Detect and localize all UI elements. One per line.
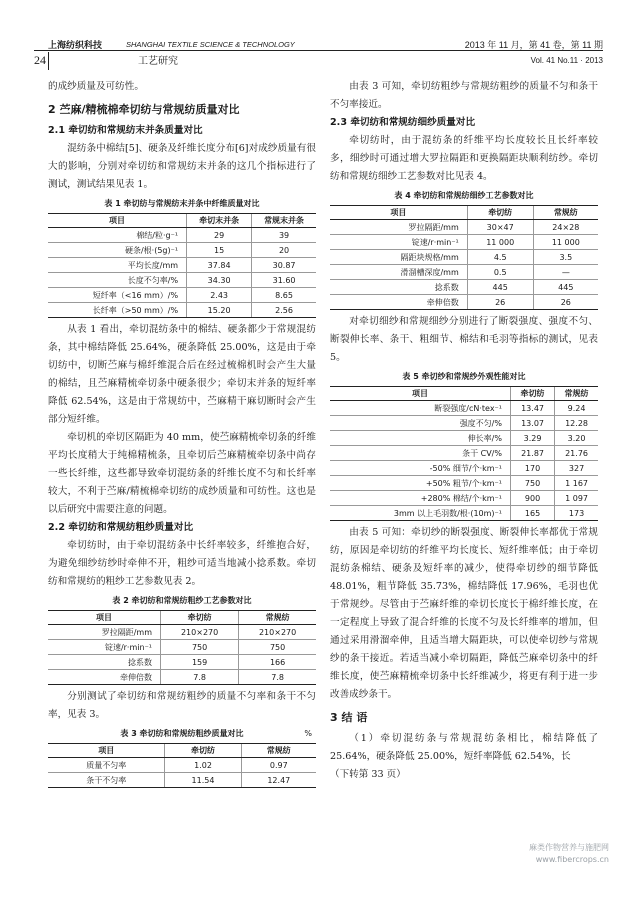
table-header: 常规纺	[533, 206, 598, 220]
table-caption: 表 4 牵切纺和常规纺细纱工艺参数对比	[394, 191, 534, 200]
table-cell: 173	[555, 506, 598, 521]
subsection-heading: 2.2 牵切纺和常规纺粗纱质量对比	[48, 522, 194, 533]
table-row	[330, 446, 598, 461]
table-cell: 37.84	[187, 258, 252, 273]
table-cell: +50% 粗节/个·km⁻¹	[330, 476, 510, 491]
table-row	[48, 670, 316, 685]
section-heading: 3 结 语	[330, 711, 368, 724]
paragraph: 从表 1 看出，牵切混纺条中的棉结、硬条都少于常规混纺条，其中棉结降低 25.64%，硬条降低 25.00%，这是由于牵切纺中，切断苎麻与棉纤维混合后在经过梳棉机时会产生大量的棉结，且苎麻精梳牵切条中硬条很少；牵切末并条的短纤率降低 62.54%，这是由于常规纺中，苎麻精干麻切断时会产生部分短纤维。	[48, 324, 316, 425]
table-row	[330, 250, 598, 265]
section-name: 工艺研究	[138, 56, 178, 67]
watermark-title: 麻类作物营养与施肥网	[529, 843, 609, 852]
table-2	[48, 610, 316, 685]
table-cell: 条干不匀率	[48, 773, 165, 788]
table-cell: 棉结/粒·g⁻¹	[48, 228, 187, 243]
left-column	[48, 78, 316, 791]
table-cell: 3mm 以上毛羽数/根·(10m)⁻¹	[330, 506, 510, 521]
table-cell: +280% 棉结/个·km⁻¹	[330, 491, 510, 506]
issue-info: 2013 年 11 月，第 41 卷，第 11 期	[464, 40, 603, 50]
table-cell: 13.07	[510, 416, 554, 431]
table-header: 牵切纺	[161, 611, 239, 625]
table-cell: 11.54	[165, 773, 241, 788]
table-row	[330, 416, 598, 431]
table-header: 项目	[48, 744, 165, 758]
journal-name-cn: 上海纺织科技	[48, 41, 103, 51]
table-header: 项目	[330, 206, 467, 220]
paragraph: 牵切纺时，由于牵切混纺条中长纤率较多，纤维抱合好，为避免细纱纺纱时牵伸不开，粗纱可适当地减小捻系数。牵切纺和常规纺的粗纱工艺参数见表 2。	[48, 540, 316, 587]
table-5	[330, 386, 598, 521]
table-row	[48, 273, 316, 288]
page-number: 24	[34, 53, 46, 67]
table-header: 牵切纺	[510, 387, 554, 401]
table-cell: 750	[239, 640, 316, 655]
table-header: 项目	[48, 214, 187, 228]
table-cell: 7.8	[239, 670, 316, 685]
table-cell: 11 000	[533, 235, 598, 250]
table-row	[48, 758, 316, 773]
table-cell: 长度不匀率/%	[48, 273, 187, 288]
table-cell: 24×28	[533, 220, 598, 235]
table-row	[330, 506, 598, 521]
table-4	[330, 205, 598, 310]
table-caption: 表 5 牵切纱和常规纱外观性能对比	[402, 372, 526, 381]
section-heading: 2 苎麻/精梳棉牵切纺与常规纺质量对比	[48, 103, 240, 116]
table-cell: 锭速/r·min⁻¹	[330, 235, 467, 250]
table-caption: 表 2 牵切纺和常规纺粗纱工艺参数对比	[112, 596, 252, 605]
table-cell: 445	[467, 280, 533, 295]
table-row	[330, 295, 598, 310]
table-cell: 牵伸倍数	[48, 670, 161, 685]
table-cell: 327	[555, 461, 598, 476]
table-row	[330, 265, 598, 280]
table-cell: 质量不匀率	[48, 758, 165, 773]
right-column	[330, 78, 598, 784]
table-cell: 21.76	[555, 446, 598, 461]
table-cell: —	[533, 265, 598, 280]
table-cell: 罗拉隔距/mm	[330, 220, 467, 235]
paragraph: 对牵切细纱和常规细纱分别进行了断裂强度、强度不匀、断裂伸长率、条干、粗细节、棉结和毛羽等指标的测试，见表 5。	[330, 316, 598, 363]
paragraph: （1）牵切混纺条与常规混纺条相比，棉结降低了 25.64%，硬条降低 25.00%，短纤率降低 62.54%，长	[330, 733, 598, 762]
table-1	[48, 213, 316, 318]
table-header: 常规纺	[241, 744, 316, 758]
table-cell: 750	[161, 640, 239, 655]
page-header	[34, 36, 603, 74]
table-cell: 31.60	[252, 273, 316, 288]
header-rule	[34, 50, 603, 51]
table-cell: 强度不匀/%	[330, 416, 510, 431]
table-cell: 15.20	[187, 303, 252, 318]
table-cell: 0.5	[467, 265, 533, 280]
table-cell: 1.02	[165, 758, 241, 773]
table-row	[330, 401, 598, 416]
volume-info: Vol. 41 No.11 · 2013	[530, 56, 603, 65]
table-cell: 11 000	[467, 235, 533, 250]
table-cell: 12.47	[241, 773, 316, 788]
table-cell: 39	[252, 228, 316, 243]
table-cell: 13.47	[510, 401, 554, 416]
table-cell: 平均长度/mm	[48, 258, 187, 273]
table-row	[48, 243, 316, 258]
paragraph: 分别测试了牵切纺和常规纺粗纱的质量不匀率和条干不匀率，见表 3。	[48, 691, 316, 720]
table-cell: 12.28	[555, 416, 598, 431]
table-cell: 锭速/r·min⁻¹	[48, 640, 161, 655]
table-unit: %	[304, 729, 312, 738]
table-cell: 断裂强度/cN·tex⁻¹	[330, 401, 510, 416]
paragraph: 由表 3 可知，牵切纺粗纱与常规纺粗纱的质量不匀和条干不匀率接近。	[330, 81, 598, 110]
table-cell: 1 097	[555, 491, 598, 506]
table-cell: 伸长率/%	[330, 431, 510, 446]
table-cell: 牵伸倍数	[330, 295, 467, 310]
table-header: 项目	[48, 611, 161, 625]
table-row	[48, 228, 316, 243]
table-cell: 170	[510, 461, 554, 476]
table-header: 牵切纺	[165, 744, 241, 758]
table-cell: 条干 CV/%	[330, 446, 510, 461]
table-cell: 30.87	[252, 258, 316, 273]
table-cell: 750	[510, 476, 554, 491]
table-cell: 3.5	[533, 250, 598, 265]
table-cell: 3.20	[555, 431, 598, 446]
table-cell: 15	[187, 243, 252, 258]
table-row	[48, 303, 316, 318]
table-row	[48, 640, 316, 655]
table-cell: 26	[467, 295, 533, 310]
table-header: 常规纺	[239, 611, 316, 625]
table-cell: 捻系数	[48, 655, 161, 670]
journal-name-en: SHANGHAI TEXTILE SCIENCE & TECHNOLOGY	[126, 40, 295, 49]
table-cell: 7.8	[161, 670, 239, 685]
table-header: 牵切纺	[467, 206, 533, 220]
table-row	[330, 431, 598, 446]
table-cell: -50% 细节/个·km⁻¹	[330, 461, 510, 476]
table-cell: 26	[533, 295, 598, 310]
table-row	[330, 235, 598, 250]
page-number-divider	[48, 52, 49, 70]
table-cell: 159	[161, 655, 239, 670]
table-cell: 21.87	[510, 446, 554, 461]
table-cell: 隔距块规格/mm	[330, 250, 467, 265]
table-header: 项目	[330, 387, 510, 401]
table-row	[48, 655, 316, 670]
table-cell: 2.56	[252, 303, 316, 318]
continued-note: （下转第 33 页）	[330, 769, 406, 780]
paragraph: 牵切机的牵切区隔距为 40 mm，使苎麻精梳牵切条的纤维平均长度稍大于纯棉精梳条，且牵切后苎麻精梳牵切条中尚存一些长纤维，这些都导致牵切混纺条的纤维长度不匀和长纤率较大，不利于苎麻/精梳棉牵切纺的成纱质量和可纺性。这也是以后研究中需要注意的问题。	[48, 432, 316, 515]
table-row	[48, 288, 316, 303]
table-cell: 4.5	[467, 250, 533, 265]
table-caption	[48, 727, 316, 741]
paragraph: 由表 5 可知：牵切纱的断裂强度、断裂伸长率都优于常规纺，原因是牵切纺的纤维平均长度长、短纤维率低；由于牵切混纺条棉结、硬条及短纤率的减少，使得牵切纱的细节降低 48.01%，粗节降低 35.73%，棉结降低 17.96%，毛羽也优于常规纱。尽管由于苎麻纤维的牵切长度长于棉纤维长度，在一定程度上导致了混合纤维的长度不匀及长纤维率的增加，但通过采用滑溜牵伸，且适当增大隔距块，可以使牵切纱与常规纱的条干接近。若适当减小牵切隔距，降低苎麻牵切条中的纤维长度，使苎麻精梳牵切条中长纤维减少，将更有利于进一步改善成纱条干。	[330, 527, 598, 700]
table-cell: 166	[239, 655, 316, 670]
watermark	[529, 842, 609, 866]
table-row	[48, 258, 316, 273]
table-row	[330, 491, 598, 506]
table-caption-text: 表 3 牵切纺和常规纺粗纱质量对比	[120, 729, 244, 738]
table-cell: 210×270	[239, 625, 316, 640]
table-cell: 罗拉隔距/mm	[48, 625, 161, 640]
table-cell: 1 167	[555, 476, 598, 491]
table-3	[48, 743, 316, 788]
table-cell: 210×270	[161, 625, 239, 640]
table-row	[330, 280, 598, 295]
table-row	[48, 773, 316, 788]
table-cell: 3.29	[510, 431, 554, 446]
table-cell: 硬条/根·(5g)⁻¹	[48, 243, 187, 258]
table-cell: 29	[187, 228, 252, 243]
table-cell: 900	[510, 491, 554, 506]
table-header: 牵切末并条	[187, 214, 252, 228]
paragraph: 混纺条中棉结[5]、硬条及纤维长度分布[6]对成纱质量有很大的影响，分别对牵切纺和常规纺末并条的这几个指标进行了测试，测试结果见表 1。	[48, 143, 316, 190]
table-row	[48, 625, 316, 640]
table-cell: 20	[252, 243, 316, 258]
table-cell: 8.65	[252, 288, 316, 303]
table-header: 常规末并条	[252, 214, 316, 228]
table-cell: 445	[533, 280, 598, 295]
watermark-url: www.fibercrops.cn	[535, 855, 609, 864]
table-row	[330, 476, 598, 491]
table-cell: 30×47	[467, 220, 533, 235]
table-cell: 滑溜槽深度/mm	[330, 265, 467, 280]
table-cell: 34.30	[187, 273, 252, 288]
table-cell: 9.24	[555, 401, 598, 416]
table-cell: 0.97	[241, 758, 316, 773]
table-cell: 短纤率（<16 mm）/%	[48, 288, 187, 303]
table-cell: 2.43	[187, 288, 252, 303]
paragraph: 的成纱质量及可纺性。	[48, 81, 144, 92]
table-header: 常规纺	[555, 387, 598, 401]
table-caption: 表 1 牵切纺与常规纺末并条中纤维质量对比	[104, 199, 260, 208]
subsection-heading: 2.1 牵切纺和常规纺末并条质量对比	[48, 125, 203, 136]
subsection-heading: 2.3 牵切纺和常规纺细纱质量对比	[330, 117, 476, 128]
paragraph: 牵切纺时，由于混纺条的纤维平均长度较长且长纤率较多，细纱时可通过增大罗拉隔距和更换隔距块顺利纺纱。牵切纺和常规纺细纱工艺参数对比见表 4。	[330, 135, 598, 182]
table-row	[330, 220, 598, 235]
table-cell: 捻系数	[330, 280, 467, 295]
table-cell: 165	[510, 506, 554, 521]
table-row	[330, 461, 598, 476]
table-cell: 长纤率（>50 mm）/%	[48, 303, 187, 318]
